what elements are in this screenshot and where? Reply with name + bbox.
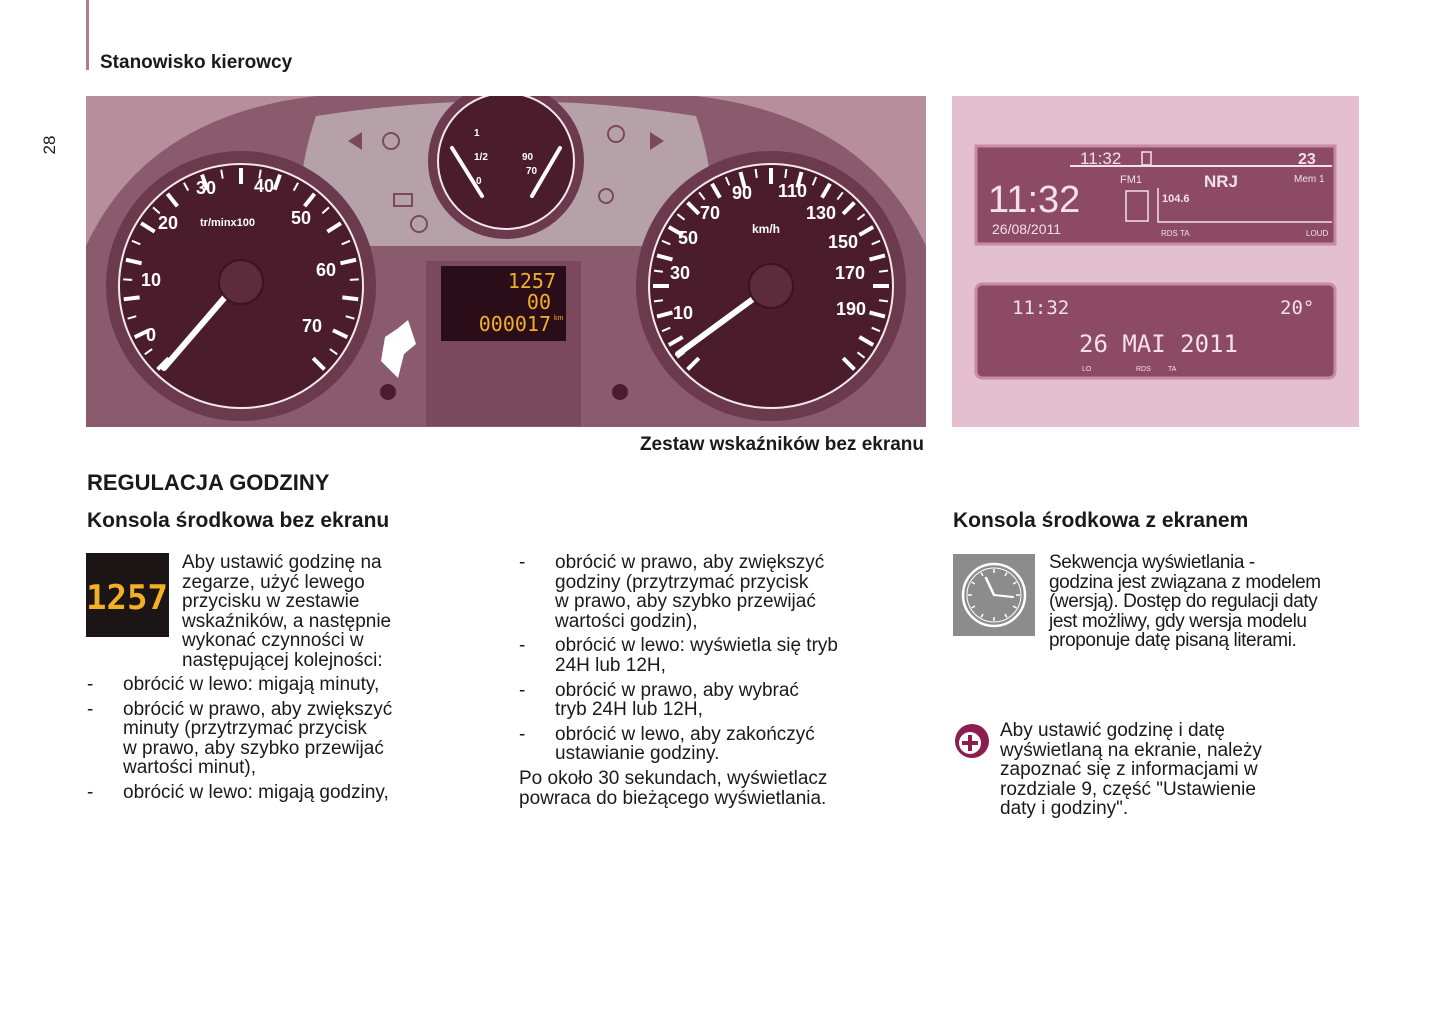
clock-thumbnail [953, 554, 1035, 636]
left-intro-line: wykonać czynności w [182, 630, 364, 652]
speed-label-10: 10 [673, 303, 694, 323]
gauge-tick [124, 297, 140, 299]
gauge-tick [654, 271, 663, 272]
speed-label-90: 90 [732, 183, 753, 203]
radio-date: 26/08/2011 [992, 221, 1062, 237]
radio-station: NRJ [1204, 172, 1239, 191]
figure-caption: Zestaw wskaźników bez ekranu [639, 434, 924, 455]
bullet-line: obrócić w lewo: migają minuty, [123, 674, 380, 695]
bullet-dash: - [87, 781, 94, 803]
middle-bullet-list [519, 553, 939, 808]
mono-lo: LO [1082, 366, 1092, 373]
note-line: rozdziale 9, część "Ustawienie [1000, 778, 1256, 800]
desc-line: proponuje datę pisaną literami. [1049, 630, 1297, 652]
speed-label-30: 30 [670, 263, 691, 283]
list-item [519, 725, 939, 764]
tach-label-50: 50 [291, 208, 312, 228]
gauge-tick [342, 297, 358, 299]
tach-label-0: 0 [146, 325, 157, 345]
left-intro-line: przycisku w zestawie [182, 591, 360, 613]
speed-unit-label: km/h [752, 222, 781, 236]
gauge-tick [654, 300, 663, 301]
closing-line: powraca do bieżącego wyświetlania. [519, 787, 827, 809]
left-section-title: Konsola środkowa bez ekranu [87, 509, 390, 532]
bullet-line: w prawo, aby szybko przewijać [123, 737, 384, 759]
note-line: daty i godziny". [1000, 798, 1129, 820]
clock-tick [1013, 582, 1016, 584]
fuel-label-half: 1/2 [474, 152, 488, 163]
gauge-tick [123, 279, 132, 280]
bullet-line: obrócić w prawo, aby wybrać [555, 679, 799, 701]
bullet-line: 24H lub 12H, [555, 654, 666, 676]
speed-label-170: 170 [835, 263, 866, 283]
speed-label-50: 50 [678, 228, 699, 248]
mono-rds: RDS [1136, 366, 1151, 373]
tach-label-70: 70 [302, 316, 323, 336]
tachometer-hub [219, 260, 263, 304]
fuel-label-1: 1 [474, 128, 480, 139]
radio-freq: 104.6 [1162, 193, 1190, 205]
speed-label-150: 150 [828, 232, 859, 252]
section-header: Stanowisko kierowcy [100, 52, 293, 73]
left-intro [182, 553, 492, 671]
clock-tick [981, 572, 983, 575]
radio-band: FM1 [1120, 174, 1142, 186]
left-bullet-list [87, 675, 497, 803]
desc-line: (wersją). Dostęp do regulacji daty [1049, 591, 1318, 613]
right-description [1049, 553, 1409, 651]
left-stalk-button [380, 384, 396, 400]
left-intro-line: następującej kolejności: [182, 649, 383, 671]
radio-big-time: 11:32 [988, 179, 1081, 221]
list-item [519, 681, 939, 720]
bullet-line: w prawo, aby szybko przewijać [555, 591, 816, 613]
bullet-line: tryb 24H lub 12H, [555, 699, 703, 721]
radio-rds: RDS TA [1161, 229, 1190, 238]
bullet-line: godziny (przytrzymać przycisk [555, 571, 809, 593]
clock-hour-hand [986, 578, 994, 595]
closing-line: Po około 30 sekundach, wyświetlacz [519, 767, 828, 789]
desc-line: godzina jest związana z modelem [1049, 571, 1321, 593]
bullet-line: obrócić w lewo, aby zakończyć [555, 723, 815, 745]
temp-label-70: 70 [526, 166, 538, 177]
tach-label-40: 40 [254, 176, 275, 196]
plus-horizontal [962, 741, 978, 745]
bullet-line: obrócić w lewo: migają godziny, [123, 781, 389, 803]
thumb-display-digits: 1257 [86, 578, 168, 618]
note-line: zapoznać się z informacjami w [1000, 759, 1258, 781]
radio-top-time: 11:32 [1080, 149, 1122, 168]
list-item [87, 675, 497, 695]
radio-display-illustration [952, 96, 1359, 427]
bullet-dash: - [87, 674, 94, 695]
desc-line: Sekwencja wyświetlania - [1049, 552, 1255, 573]
center-lcd-odo-unit: km [554, 315, 564, 322]
center-lcd-time: 1257 [507, 269, 556, 293]
gauge-tick [350, 279, 359, 280]
center-lcd-line2: 00 [526, 290, 551, 314]
desc-line: jest możliwy, gdy wersja modelu [1049, 610, 1307, 632]
bullet-dash: - [519, 723, 526, 745]
speed-label-190: 190 [836, 299, 867, 319]
main-title: REGULACJA GODZINY [87, 470, 330, 495]
right-note [1000, 721, 1380, 819]
clock-tick [1005, 614, 1007, 617]
speed-label-70: 70 [700, 203, 721, 223]
left-intro-line: Aby ustawić godzinę na [182, 552, 382, 573]
clock-minute-hand [994, 595, 1013, 597]
bullet-line: wartości godzin), [555, 610, 698, 632]
note-line: Aby ustawić godzinę i datę [1000, 720, 1225, 741]
clock-svg [953, 554, 1035, 636]
mono-ta: TA [1168, 366, 1177, 373]
radio-svg [952, 96, 1359, 427]
info-plus-svg [953, 722, 991, 760]
tach-label-60: 60 [316, 260, 337, 280]
cluster-svg [86, 96, 926, 427]
gauge-tick [879, 300, 888, 301]
radio-temp: 23 [1298, 151, 1316, 168]
speedometer-hub [749, 264, 793, 308]
right-section-title: Konsola środkowa z ekranem [953, 509, 1249, 532]
mono-temp: 20° [1280, 297, 1315, 319]
radio-loud: LOUD [1306, 229, 1329, 238]
temp-label-90: 90 [522, 152, 534, 163]
clock-display-thumbnail [86, 553, 169, 637]
closing-paragraph [519, 769, 939, 808]
clock-tick [1013, 606, 1016, 608]
instrument-cluster-illustration [86, 96, 926, 427]
tach-label-30: 30 [196, 178, 217, 198]
clock-display-svg [86, 553, 169, 637]
list-item [519, 636, 939, 675]
radio-mem: Mem 1 [1294, 174, 1325, 185]
gauge-tick [785, 169, 786, 178]
info-plus-icon [953, 722, 991, 760]
note-line: wyświetlaną na ekranie, należy [1000, 739, 1262, 761]
center-lcd-odometer: 000017 [478, 312, 551, 336]
tach-unit-label: tr/minx100 [200, 217, 256, 229]
speed-label-110: 110 [778, 181, 808, 201]
clock-tick [971, 606, 974, 608]
bullet-dash: - [87, 698, 94, 720]
bullet-line: ustawianie godziny. [555, 743, 720, 765]
gauge-tick [756, 169, 757, 178]
right-stalk-button [612, 384, 628, 400]
list-item [519, 553, 939, 631]
list-item [87, 700, 497, 778]
bullet-dash: - [519, 679, 526, 701]
tach-label-20: 20 [158, 213, 179, 233]
bullet-line: obrócić w prawo, aby zwiększyć [123, 698, 393, 720]
bullet-line: obrócić w prawo, aby zwiększyć [555, 552, 825, 573]
speed-label-130: 130 [806, 203, 837, 223]
bullet-line: wartości minut), [123, 757, 257, 779]
clock-tick [1005, 572, 1007, 575]
tach-label-10: 10 [141, 270, 162, 290]
clock-tick [971, 582, 974, 584]
left-intro-line: zegarze, użyć lewego [182, 571, 365, 593]
clock-tick [981, 614, 983, 617]
mono-date: 26 MAI 2011 [1079, 330, 1238, 358]
bullet-dash: - [519, 635, 526, 657]
sidebar-accent-line [86, 0, 89, 70]
fuel-label-0: 0 [476, 176, 482, 187]
left-intro-line: wskaźników, a następnie [182, 610, 392, 632]
bullet-line: minuty (przytrzymać przycisk [123, 718, 367, 740]
bullet-line: obrócić w lewo: wyświetla się tryb [555, 635, 838, 657]
mono-time: 11:32 [1012, 297, 1070, 319]
gauge-tick [879, 271, 888, 272]
list-item [87, 783, 497, 803]
bullet-dash: - [519, 552, 526, 573]
page-number: 28 [40, 135, 59, 155]
